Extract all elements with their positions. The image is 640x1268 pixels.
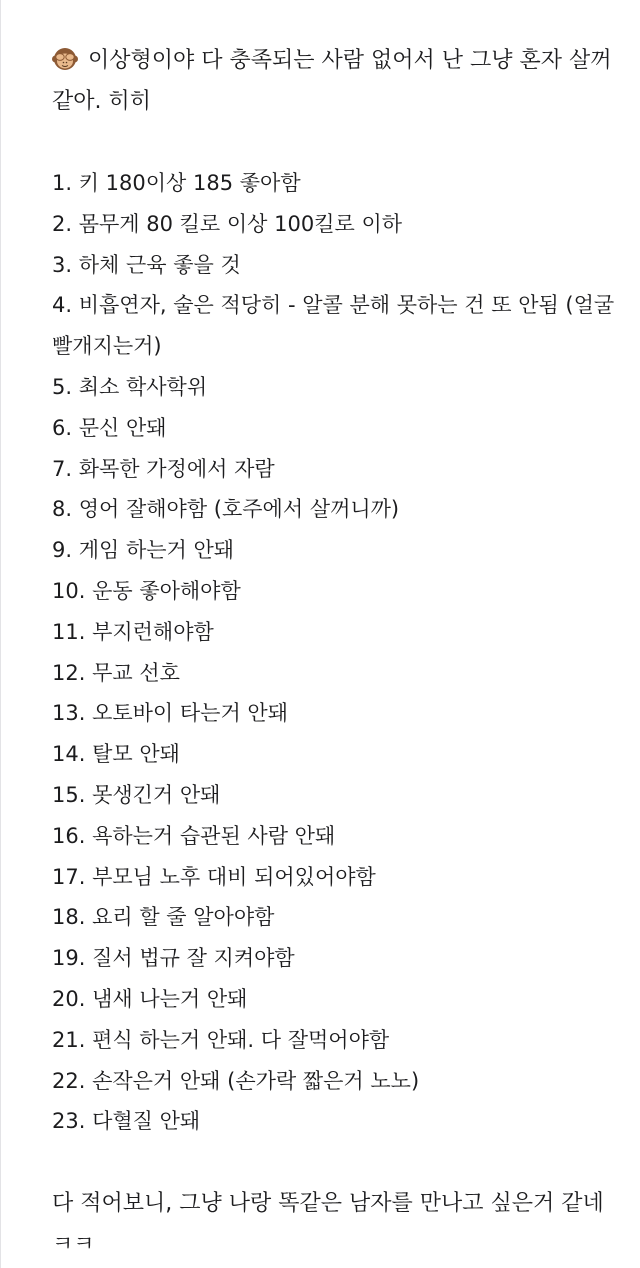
list-item: 20. 냄새 나는거 안돼 [52,986,248,1011]
list-item: 22. 손작은거 안돼 (손가락 짧은거 노노) [52,1068,420,1093]
list-item: 12. 무교 선호 [52,660,180,685]
list-item: 19. 질서 법규 잘 지켜야함 [52,946,295,971]
list-item: 21. 편식 하는거 안돼. 다 잘먹어야함 [52,1027,390,1052]
monkey-see-no-evil-icon [52,45,78,71]
list-item: 8. 영어 잘해야함 (호주에서 살꺼니까) [52,497,400,522]
list-item: 16. 욕하는거 습관된 사람 안돼 [52,823,336,848]
list-item: 3. 하체 근육 좋을 것 [52,252,241,277]
list-item: 13. 오토바이 타는거 안돼 [52,701,288,726]
requirements-list [52,163,617,1142]
list-item: 15. 못생긴거 안돼 [52,782,221,807]
list-item: 1. 키 180이상 185 좋아함 [52,171,301,195]
list-item: 5. 최소 학사학위 [52,374,208,399]
outro-paragraph: 다 적어보니, 그냥 나랑 똑같은 남자를 만나고 싶은거 같네 ㅋㅋ [52,1191,604,1258]
list-item: 4. 비흡연자, 술은 적당히 - 알콜 분해 못하는 건 또 안됨 (얼굴 빨개지는거) [52,293,615,359]
list-item: 6. 문신 안돼 [52,415,167,440]
list-item: 11. 부지런해야함 [52,619,214,644]
list-item: 17. 부모님 노후 대비 되어있어야함 [52,864,376,889]
list-item: 23. 다혈질 안돼 [52,1109,201,1134]
list-item: 10. 운동 좋아해야함 [52,578,241,603]
list-item: 7. 화목한 가정에서 자람 [52,456,275,481]
list-item: 9. 게임 하는거 안돼 [52,538,235,563]
post-body [52,40,617,1265]
list-item: 18. 요리 할 줄 알아야함 [52,905,275,930]
list-item: 14. 탈모 안돼 [52,742,180,767]
intro-text: 이상형이야 다 충족되는 사람 없어서 난 그냥 혼자 살꺼 같아. 히히 [52,48,612,114]
intro-paragraph [52,40,617,122]
list-item: 2. 몸무게 80 킬로 이상 100킬로 이하 [52,211,403,236]
